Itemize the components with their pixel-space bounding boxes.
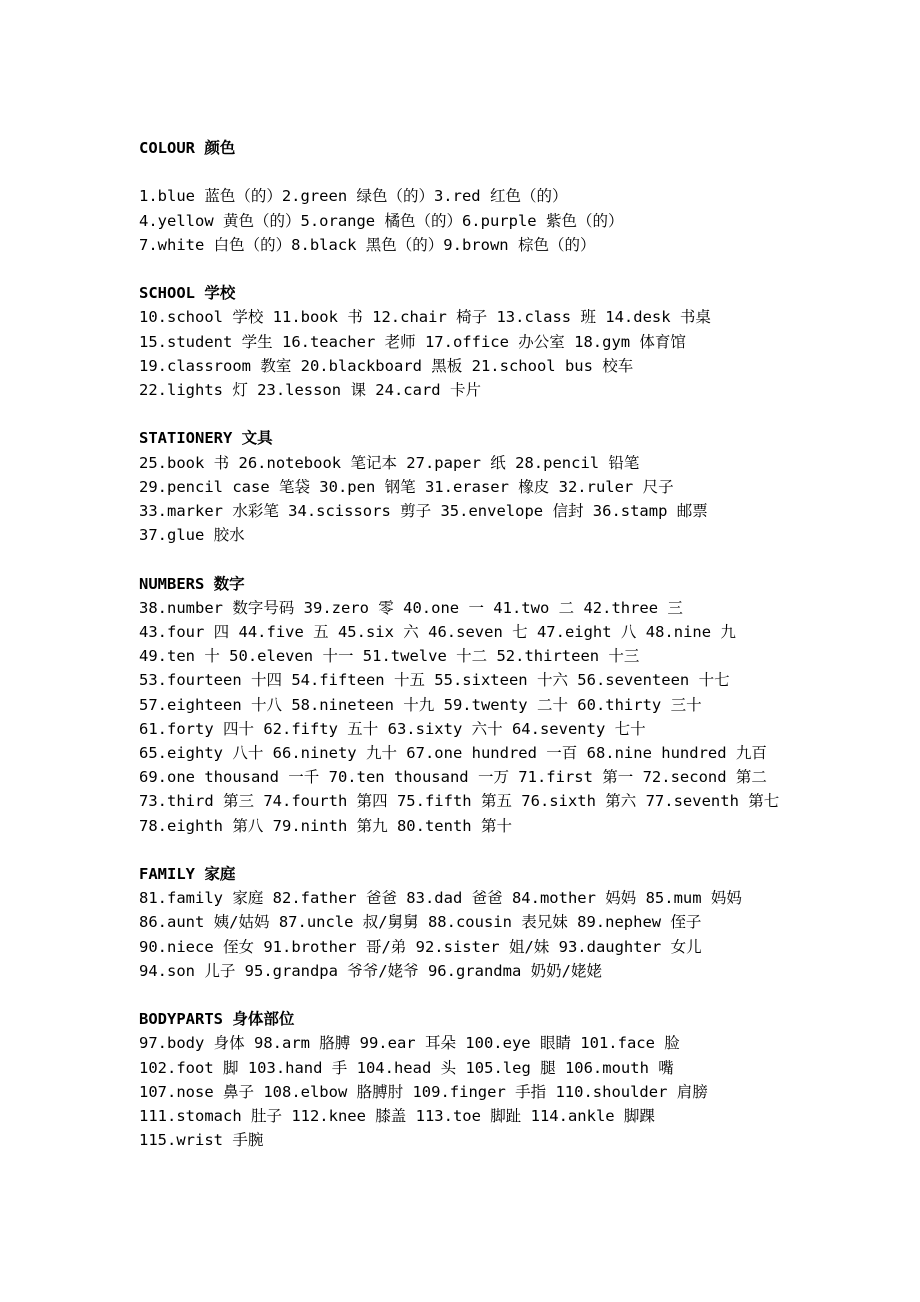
vocab-line: 78.eighth 第八 79.ninth 第九 80.tenth 第十 xyxy=(139,816,512,835)
vocab-line: 7.white 白色（的）8.black 黑色（的）9.brown 棕色（的） xyxy=(139,235,596,254)
vocab-line: 73.third 第三 74.fourth 第四 75.fifth 第五 76.sixth 第六 77.seventh 第七 xyxy=(139,792,780,811)
section-heading: BODYPARTS 身体部位 xyxy=(139,1010,295,1029)
vocab-line: 10.school 学校 11.book 书 12.chair 椅子 13.class 班 14.desk 书桌 xyxy=(139,308,711,327)
section-stationery xyxy=(139,426,839,547)
vocab-line: 57.eighteen 十八 58.nineteen 十九 59.twenty 二十 60.thirty 三十 xyxy=(139,695,702,714)
vocab-line: 65.eighty 八十 66.ninety 九十 67.one hundred 一百 68.nine hundred 九百 xyxy=(139,744,767,763)
section-heading: NUMBERS 数字 xyxy=(139,574,245,593)
vocab-line: 107.nose 鼻子 108.elbow 胳膊肘 109.finger 手指 110.shoulder 肩膀 xyxy=(139,1082,708,1101)
vocab-line: 25.book 书 26.notebook 笔记本 27.paper 纸 28.pencil 铅笔 xyxy=(139,453,640,472)
vocab-line: 22.lights 灯 23.lesson 课 24.card 卡片 xyxy=(139,381,481,399)
vocab-line: 102.foot 脚 103.hand 手 104.head 头 105.leg 腿 106.mouth 嘴 xyxy=(139,1058,674,1077)
vocab-line: 97.body 身体 98.arm 胳膊 99.ear 耳朵 100.eye 眼睛 101.face 脸 xyxy=(139,1034,680,1053)
section-heading: STATIONERY 文具 xyxy=(139,429,273,448)
vocab-line: 90.niece 侄女 91.brother 哥/弟 92.sister 姐/妹 93.daughter 女儿 xyxy=(139,937,702,956)
vocab-line: 81.family 家庭 82.father 爸爸 83.dad 爸爸 84.mother 妈妈 85.mum 妈妈 xyxy=(139,889,742,908)
vocab-line: 37.glue 胶水 xyxy=(139,526,245,545)
vocab-line: 38.number 数字号码 39.zero 零 40.one 一 41.two 二 42.three 三 xyxy=(139,598,683,617)
vocab-line: 115.wrist 手腕 xyxy=(139,1131,264,1150)
vocab-line: 53.fourteen 十四 54.fifteen 十五 55.sixteen 十六 56.seventeen 十七 xyxy=(139,671,730,690)
vocab-line: 19.classroom 教室 20.blackboard 黑板 21.school bus 校车 xyxy=(139,356,634,375)
section-heading: FAMILY 家庭 xyxy=(139,865,236,884)
vocab-line: 29.pencil case 笔袋 30.pen 钢笔 31.eraser 橡皮 32.ruler 尺子 xyxy=(139,477,674,496)
vocab-line: 43.four 四 44.five 五 45.six 六 46.seven 七 47.eight 八 48.nine 九 xyxy=(139,623,736,641)
section-colour xyxy=(139,136,839,257)
section-heading: SCHOOL 学校 xyxy=(139,284,236,303)
vocab-line: 4.yellow 黄色（的）5.orange 橘色（的）6.purple 紫色（的） xyxy=(139,211,624,230)
vocab-line: 69.one thousand 一千 70.ten thousand 一万 71.first 第一 72.second 第二 xyxy=(139,768,767,787)
section-bodyparts xyxy=(139,1007,839,1152)
vocab-line: 15.student 学生 16.teacher 老师 17.office 办公室 18.gym 体育馆 xyxy=(139,332,686,351)
vocab-line: 61.forty 四十 62.fifty 五十 63.sixty 六十 64.seventy 七十 xyxy=(139,719,646,738)
document-page xyxy=(139,136,839,1177)
vocab-line: 94.son 儿子 95.grandpa 爷爷/姥爷 96.grandma 奶奶/姥姥 xyxy=(139,961,602,980)
vocab-line: 33.marker 水彩笔 34.scissors 剪子 35.envelope 信封 36.stamp 邮票 xyxy=(139,502,708,520)
vocab-line: 1.blue 蓝色（的）2.green 绿色（的）3.red 红色（的） xyxy=(139,187,568,206)
section-heading: COLOUR 颜色 xyxy=(139,139,236,157)
vocab-line: 86.aunt 姨/姑妈 87.uncle 叔/舅舅 88.cousin 表兄妹 89.nephew 侄子 xyxy=(139,913,702,932)
section-school xyxy=(139,281,839,402)
vocab-line: 111.stomach 肚子 112.knee 膝盖 113.toe 脚趾 114.ankle 脚踝 xyxy=(139,1107,655,1126)
section-family xyxy=(139,862,839,983)
section-numbers xyxy=(139,572,839,838)
vocab-line: 49.ten 十 50.eleven 十一 51.twelve 十二 52.thirteen 十三 xyxy=(139,647,640,666)
